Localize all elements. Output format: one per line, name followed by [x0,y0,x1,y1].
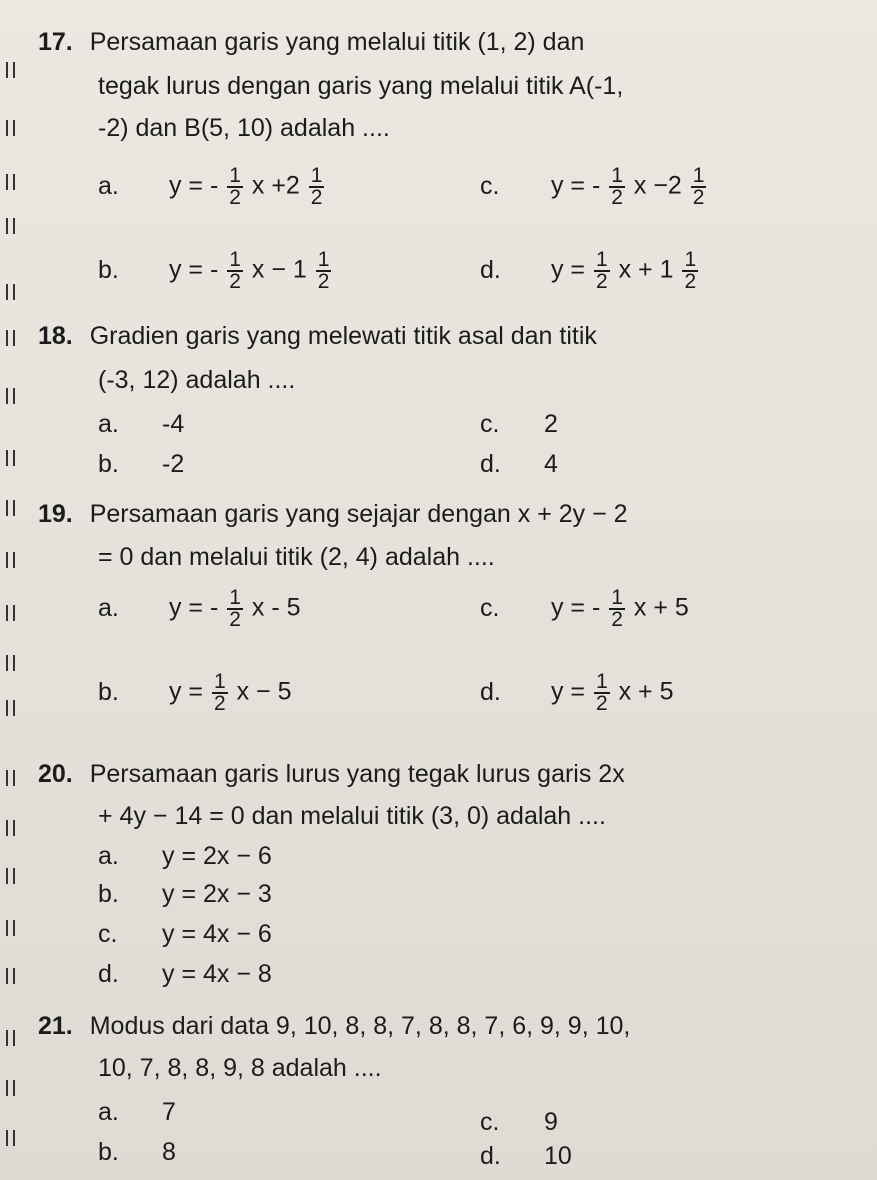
option-c[interactable]: c. 2 [480,410,558,438]
question-text: Modus dari data 9, 10, 8, 8, 7, 8, 8, 7, 6, 9, 9, 10, [89,1012,631,1040]
option-d[interactable]: d. y = 4x − 8 [98,960,272,988]
option-b[interactable]: b. y = - $\frac{1}{2}$ x − 1 $\frac{1}{2}$ [98,248,330,293]
option-a[interactable]: a. y = - $\frac{1}{2}$ x - 5 [98,586,301,631]
question-number: 21. [38,1012,73,1040]
spiral-binding [6,0,20,1180]
option-a[interactable]: a. y = 2x − 6 [98,842,272,870]
option-d[interactable]: d. 4 [480,450,558,478]
option-d[interactable]: d. y = $\frac{1}{2}$ x + 1 $\frac{1}{2}$ [480,248,697,293]
option-a[interactable]: a. -4 [98,410,185,438]
option-a[interactable]: a. y = - $\frac{1}{2}$ x +2 $\frac{1}{2}$ [98,164,323,209]
question-number: 17. [38,28,73,56]
option-c[interactable]: c. y = - $\frac{1}{2}$ x + 5 [480,586,689,631]
option-a[interactable]: a. 7 [98,1098,176,1126]
question-text: Gradien garis yang melewati titik asal dan titik [89,322,597,350]
question-number: 20. [38,760,73,788]
question-number: 18. [38,322,73,350]
question-number: 19. [38,500,73,528]
option-c[interactable]: c. y = - $\frac{1}{2}$ x −2 $\frac{1}{2}$ [480,164,705,209]
option-c[interactable]: c. 9 [480,1108,558,1136]
option-d[interactable]: d. 10 [480,1142,572,1170]
question-text: Persamaan garis yang sejajar dengan x + 2y − 2 [89,500,628,528]
option-c[interactable]: c. y = 4x − 6 [98,920,272,948]
question-text: -2) dan B(5, 10) adalah .... [98,114,390,142]
question-text: + 4y − 14 = 0 dan melalui titik (3, 0) adalah .... [98,802,606,830]
question-text: Persamaan garis yang melalui titik (1, 2) dan [89,28,585,56]
question-text: 10, 7, 8, 8, 9, 8 adalah .... [98,1054,382,1082]
question-text: tegak lurus dengan garis yang melalui titik A(-1, [98,72,624,100]
option-d[interactable]: d. y = $\frac{1}{2}$ x + 5 [480,670,674,715]
question-text: = 0 dan melalui titik (2, 4) adalah .... [98,543,495,571]
option-b[interactable]: b. y = 2x − 3 [98,880,272,908]
option-b[interactable]: b. y = $\frac{1}{2}$ x − 5 [98,670,292,715]
option-b[interactable]: b. -2 [98,450,185,478]
question-text: Persamaan garis lurus yang tegak lurus garis 2x [89,760,625,788]
question-text: (-3, 12) adalah .... [98,366,296,394]
option-b[interactable]: b. 8 [98,1138,176,1166]
